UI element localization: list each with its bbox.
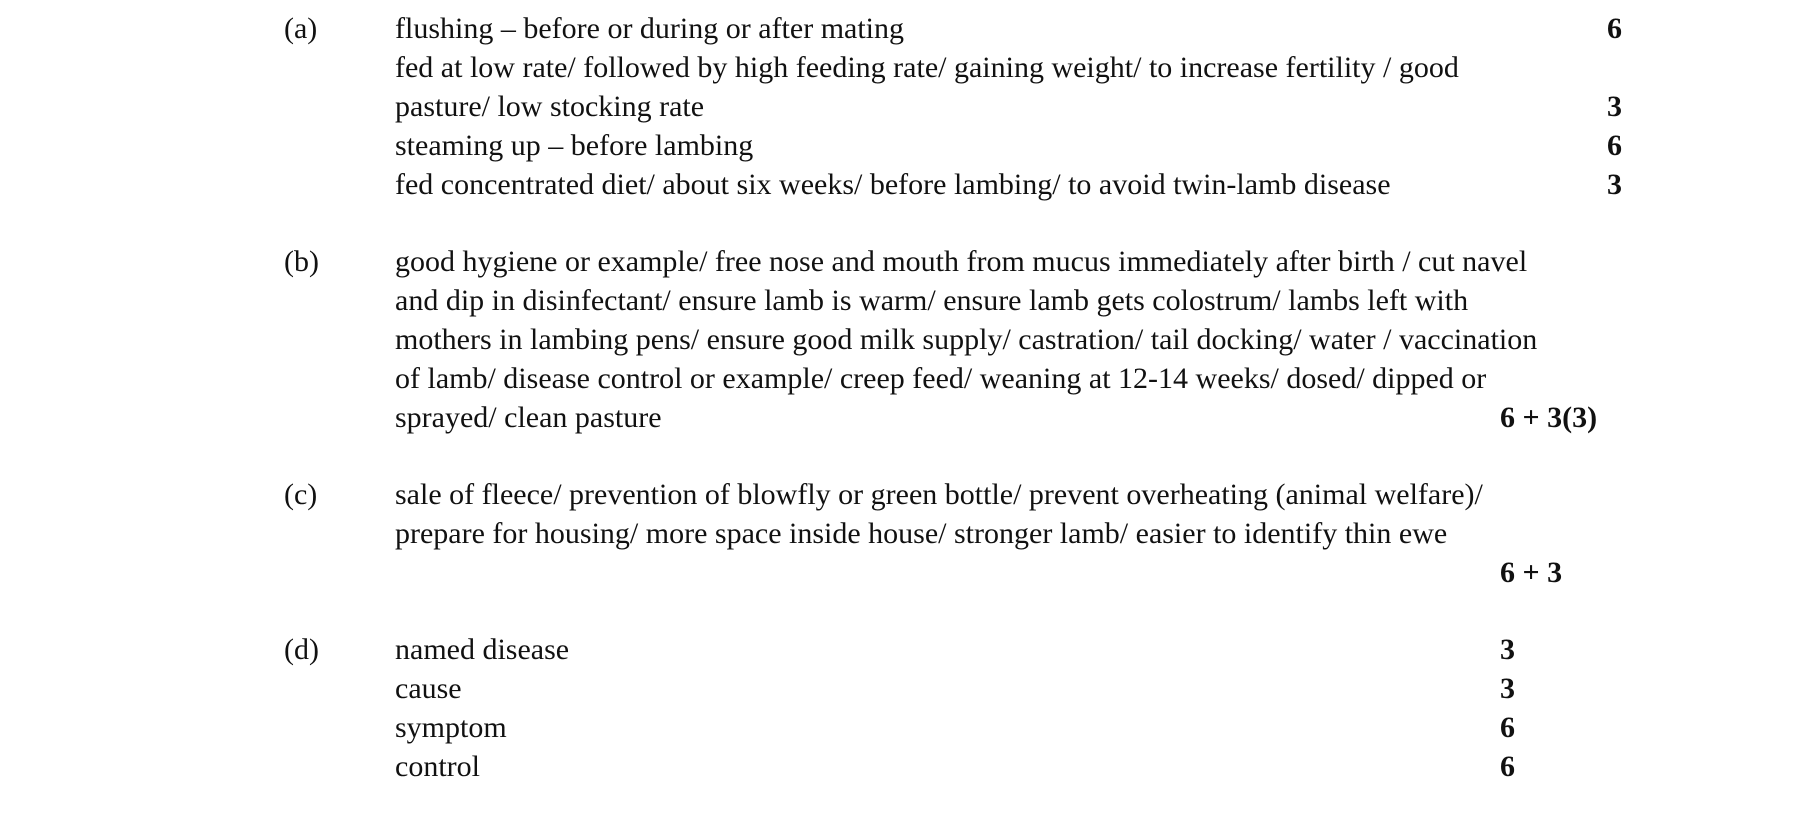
mark-value: 3	[1500, 672, 1515, 705]
section-label: (b)	[284, 245, 319, 278]
answer-line: good hygiene or example/ free nose and mouth from mucus immediately after birth / cut navel	[395, 245, 1528, 278]
section-label: (d)	[284, 633, 319, 666]
mark-value: 3	[1607, 90, 1622, 123]
answer-line: of lamb/ disease control or example/ creep feed/ weaning at 12-14 weeks/ dosed/ dipped or	[395, 362, 1487, 395]
answer-line: cause	[395, 672, 462, 705]
mark-value: 6	[1607, 12, 1622, 45]
answer-line: prepare for housing/ more space inside house/ stronger lamb/ easier to identify thin ewe	[395, 517, 1448, 550]
answer-line: and dip in disinfectant/ ensure lamb is warm/ ensure lamb gets colostrum/ lambs left with	[395, 284, 1469, 317]
answer-line: fed at low rate/ followed by high feeding rate/ gaining weight/ to increase fertility / good	[395, 51, 1459, 84]
mark-value: 6	[1607, 129, 1622, 162]
answer-line: steaming up – before lambing	[395, 129, 754, 162]
section-label: (c)	[284, 478, 318, 511]
answer-line: named disease	[395, 633, 570, 666]
section-label: (a)	[284, 12, 318, 45]
mark-value: 3	[1607, 168, 1622, 201]
answer-line: mothers in lambing pens/ ensure good milk supply/ castration/ tail docking/ water / vaccination	[395, 323, 1538, 356]
answer-line: fed concentrated diet/ about six weeks/ before lambing/ to avoid twin-lamb disease	[395, 168, 1391, 201]
mark-value: 6	[1500, 750, 1515, 783]
mark-value: 3	[1500, 633, 1515, 666]
mark-value: 6	[1500, 711, 1515, 744]
mark-value: 6 + 3(3)	[1500, 401, 1598, 434]
answer-line: control	[395, 750, 480, 783]
answer-line: flushing – before or during or after mating	[395, 12, 905, 45]
answer-line: sale of fleece/ prevention of blowfly or green bottle/ prevent overheating (animal welfare)/	[395, 478, 1483, 511]
answer-line: symptom	[395, 711, 507, 744]
mark-value: 6 + 3	[1500, 556, 1563, 589]
answer-line: sprayed/ clean pasture	[395, 401, 662, 434]
answer-line: pasture/ low stocking rate	[395, 90, 705, 123]
